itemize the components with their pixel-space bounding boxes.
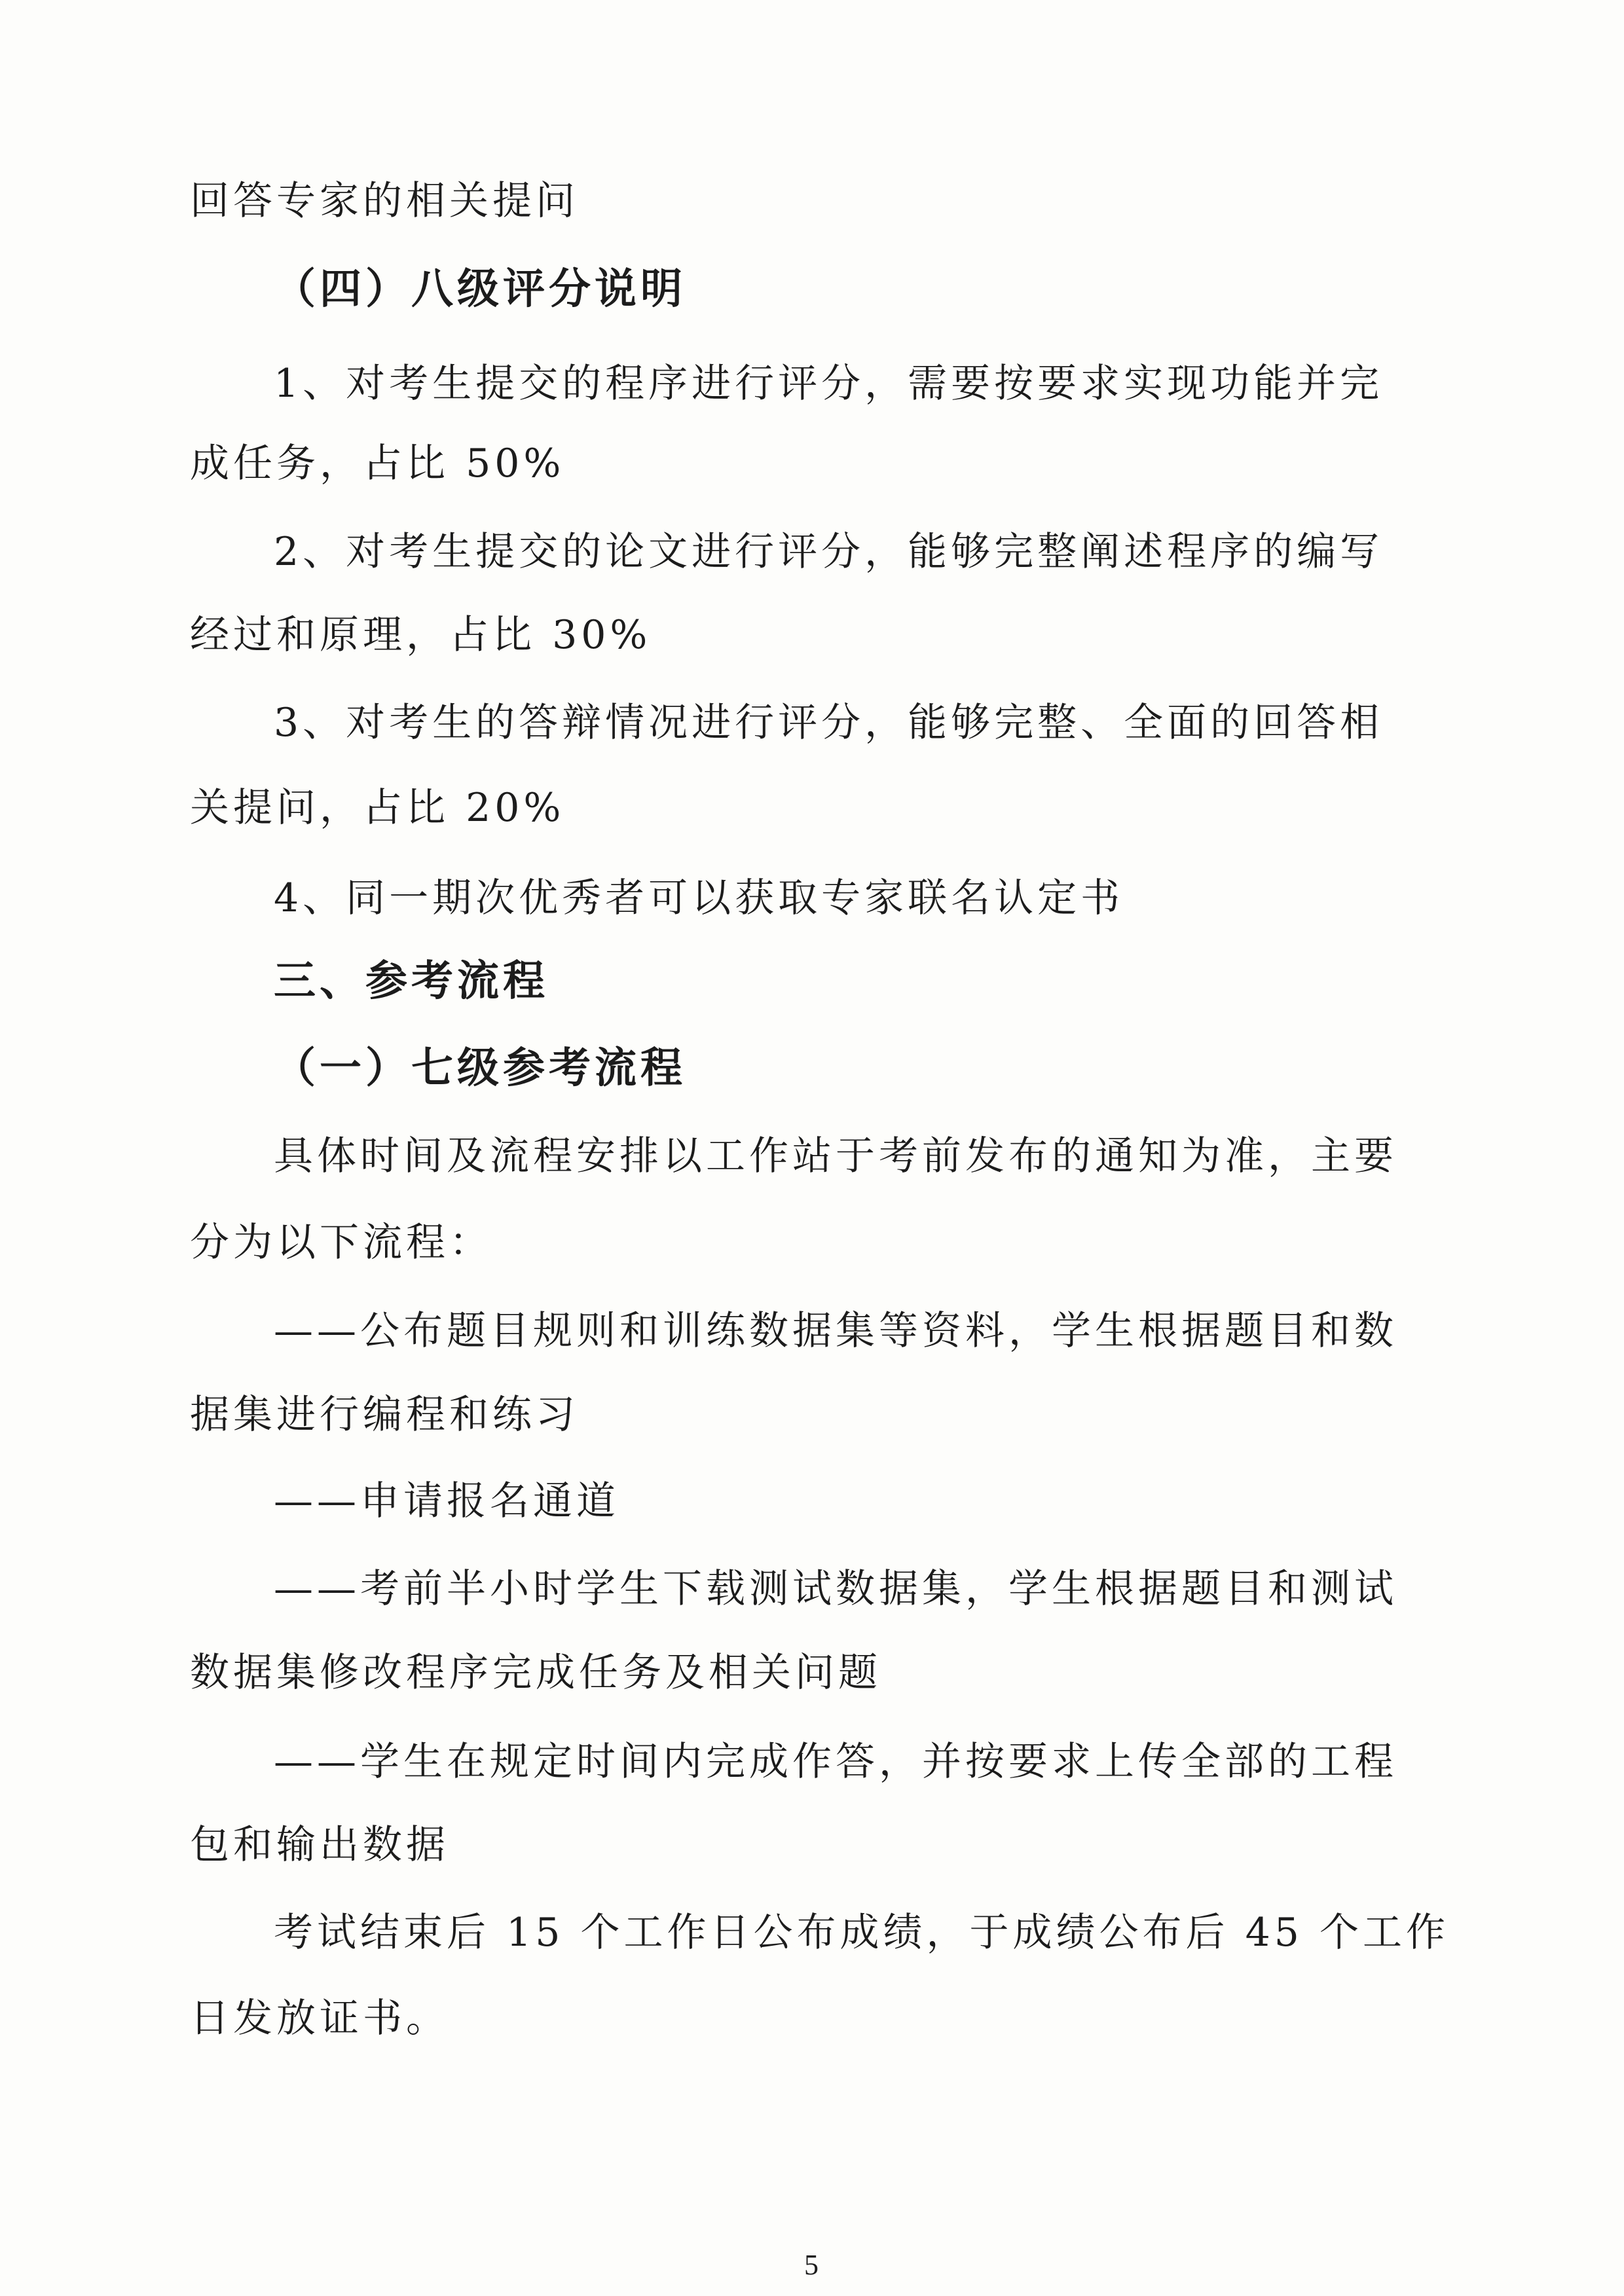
subsection-1-heading: （一）七级参考流程 [274, 1044, 686, 1093]
continuation-line: 回答专家的相关提问 [190, 178, 579, 224]
intro-line-1: 具体时间及流程安排以工作站于考前发布的通知为准，主要 [274, 1133, 1397, 1179]
item-4-line-1: 4、同一期次优秀者可以获取专家联名认定书 [274, 875, 1124, 921]
section-3-heading: 三、参考流程 [274, 957, 549, 1006]
step-3-line-1: ——考前半小时学生下载测试数据集，学生根据题目和测试 [274, 1566, 1397, 1612]
step-1-line-1: ——公布题目规则和训练数据集等资料，学生根据题目和数 [274, 1308, 1397, 1354]
closing-line-2: 日发放证书。 [190, 1995, 449, 2041]
step-4-line-1: ——学生在规定时间内完成作答，并按要求上传全部的工程 [274, 1739, 1397, 1785]
item-3-line-2: 关提问，占比 20% [190, 785, 565, 831]
item-1-line-1: 1、对考生提交的程序进行评分，需要按要求实现功能并完 [274, 361, 1384, 407]
item-3-line-1: 3、对考生的答辩情况进行评分，能够完整、全面的回答相 [274, 700, 1384, 746]
step-2-line-1: ——申请报名通道 [274, 1478, 619, 1524]
section-4-heading: （四）八级评分说明 [274, 265, 686, 314]
item-2-line-2: 经过和原理，占比 30% [190, 612, 652, 658]
step-1-line-2: 据集进行编程和练习 [190, 1392, 579, 1438]
page-number: 5 [804, 2249, 819, 2281]
step-4-line-2: 包和输出数据 [190, 1822, 449, 1868]
item-2-line-1: 2、对考生提交的论文进行评分，能够完整阐述程序的编写 [274, 529, 1384, 575]
step-3-line-2: 数据集修改程序完成任务及相关问题 [190, 1650, 881, 1696]
item-1-line-2: 成任务，占比 50% [190, 441, 565, 486]
intro-line-2: 分为以下流程： [190, 1220, 492, 1266]
closing-line-1: 考试结束后 15 个工作日公布成绩，于成绩公布后 45 个工作 [274, 1910, 1449, 1956]
